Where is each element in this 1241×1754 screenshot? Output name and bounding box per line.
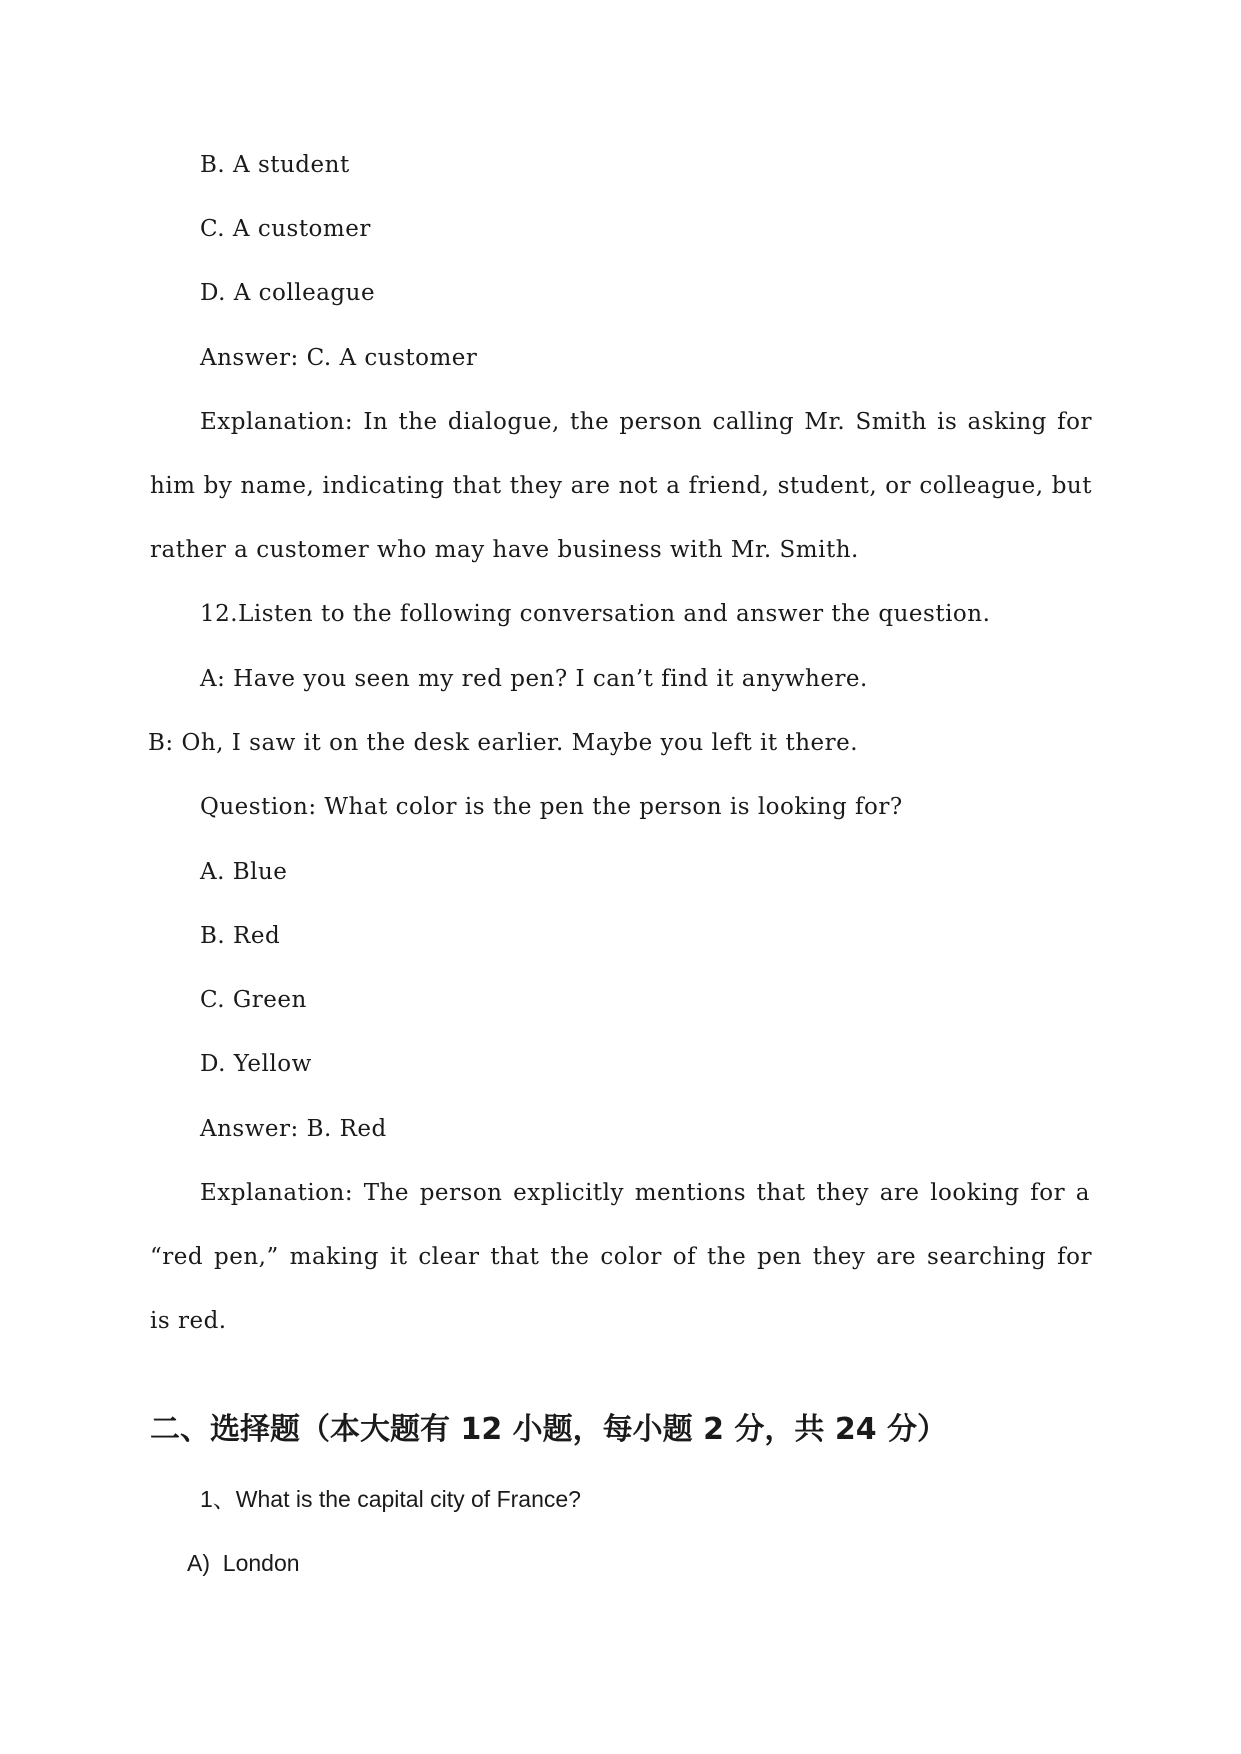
q11-option-c: C. A customer [200, 216, 371, 242]
q11-option-d: D. A colleague [200, 280, 376, 306]
q11-explanation-line-1: Explanation: In the dialogue, the person calling Mr. Smith is asking for [200, 409, 1092, 435]
q12-option-b: B. Red [200, 923, 281, 949]
q12-explanation-line-2: “red pen,” making it clear that the color of the pen they are searching for [150, 1244, 1092, 1270]
q12-option-a: A. Blue [200, 859, 288, 885]
q12-prompt: 12.Listen to the following conversation and answer the question. [200, 601, 991, 627]
q12-dialogue-a: A: Have you seen my red pen? I can’t find it anywhere. [200, 666, 868, 692]
q12-question: Question: What color is the pen the person is looking for? [200, 794, 903, 820]
q11-answer: Answer: C. A customer [200, 345, 478, 371]
q12-option-c: C. Green [200, 987, 307, 1013]
q12-dialogue-b: B: Oh, I saw it on the desk earlier. Maybe you left it there. [148, 730, 859, 756]
q12-explanation-line-3: is red. [150, 1308, 227, 1334]
q11-explanation-line-2: him by name, indicating that they are not a friend, student, or colleague, but [150, 473, 1092, 499]
q12-answer: Answer: B. Red [200, 1116, 387, 1142]
q12-option-d: D. Yellow [200, 1051, 312, 1077]
section-two-q1-prompt: 1、What is the capital city of France? [200, 1486, 581, 1512]
section-two-q1-option-a: A) London [187, 1550, 300, 1576]
q11-explanation-line-3: rather a customer who may have business with Mr. Smith. [150, 537, 859, 563]
q12-explanation-line-1: Explanation: The person explicitly mentions that they are looking for a [200, 1180, 1090, 1206]
q11-option-b: B. A student [200, 152, 350, 178]
section-two-heading: 二、选择题（本大题有 12 小题，每小题 2 分，共 24 分） [150, 1412, 948, 1447]
